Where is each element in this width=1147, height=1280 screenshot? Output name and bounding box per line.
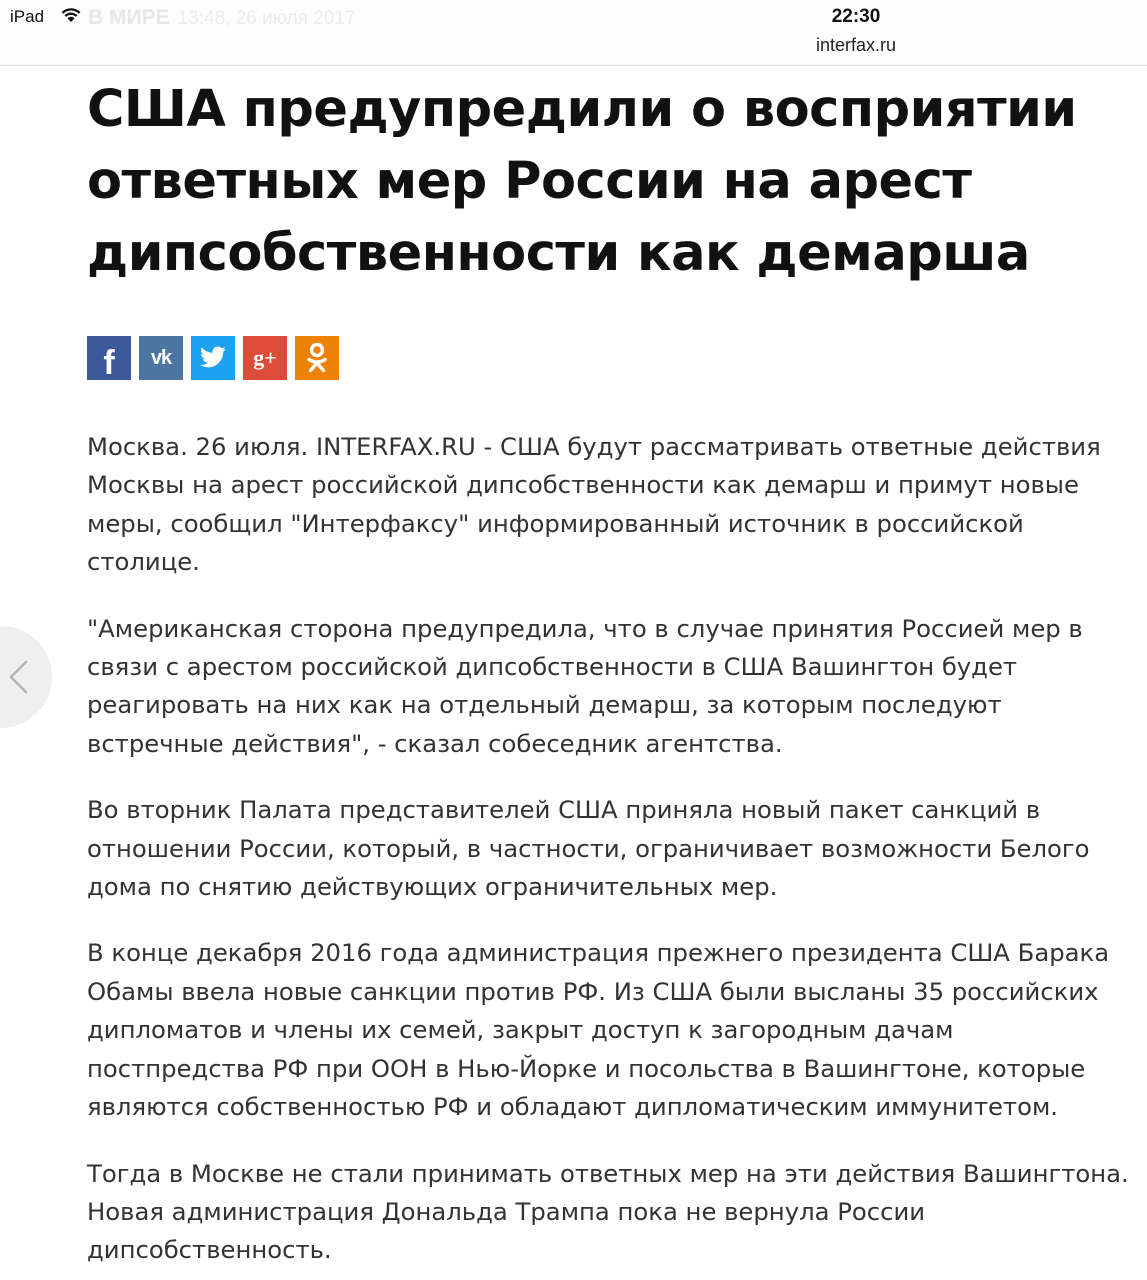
article-paragraph: В конце декабря 2016 года администрация прежнего президента США Барака Обамы ввела новые санкции против РФ. Из США были высланы 35 российских дипломатов и члены их семей, закрыт доступ к загородным дачам постпредства РФ при ООН в Нью-Йорке и посольства в Вашингтоне, которые являются собственностью РФ и обладают дипломатическим иммунитетом. (87, 938, 1110, 1122)
back-swipe-button[interactable] (0, 626, 52, 728)
odnoklassniki-share-button[interactable] (295, 336, 339, 380)
article-paragraph: Москва. 26 июля. INTERFAX.RU - США будут рассматривать ответные действия Москвы на арест российской дипсобственности как демарш и примут новые меры, сообщил "Интерфаксу" информированный источник в российской столице. (87, 432, 1101, 577)
article-paragraph: Тогда в Москве не стали принимать ответных мер на эти действия Вашингтона. Новая администрация Дональда Трампа пока не вернула России дипсобственность. (87, 1158, 1129, 1265)
twitter-share-button[interactable] (191, 336, 235, 380)
url-domain[interactable]: interfax.ru (815, 35, 897, 55)
share-bar (87, 336, 339, 380)
facebook-icon: f (103, 343, 115, 382)
google-plus-share-button[interactable] (243, 336, 287, 380)
article-body (87, 428, 1132, 1280)
twitter-icon (199, 346, 227, 370)
odnoklassniki-icon (306, 342, 328, 374)
vk-icon: vk (150, 346, 172, 369)
device-name: iPad (10, 7, 45, 26)
chevron-left-icon (6, 659, 30, 695)
article-paragraph: "Американская сторона предупредила, что в случае принятия Россией мер в связи с арестом российской дипсобственности в США Вашингтон будет реагировать на них как на отдельный демарш, за которым последуют встречные действия", - сказал собеседник агентства. (87, 613, 1083, 758)
clock-text: 22:30 (831, 6, 881, 27)
article-paragraph: Во вторник Палата представителей США приняла новый пакет санкций в отношении России, который, в частности, ограничивает возможности Белого дома по снятию действующих ограничительных мер. (87, 795, 1090, 902)
facebook-share-button[interactable] (87, 336, 131, 380)
ghost-timestamp: 13:48, 26 июля 2017 (177, 8, 356, 29)
status-bar (0, 0, 1147, 66)
google-plus-icon: g+ (253, 345, 277, 370)
vk-share-button[interactable] (139, 336, 183, 380)
ghost-section: В МИРЕ (88, 6, 170, 29)
clock (0, 6, 1147, 28)
article-title: США предупредили о восприятии ответных мер России на арест дипсобственности как демарша (87, 80, 1077, 283)
